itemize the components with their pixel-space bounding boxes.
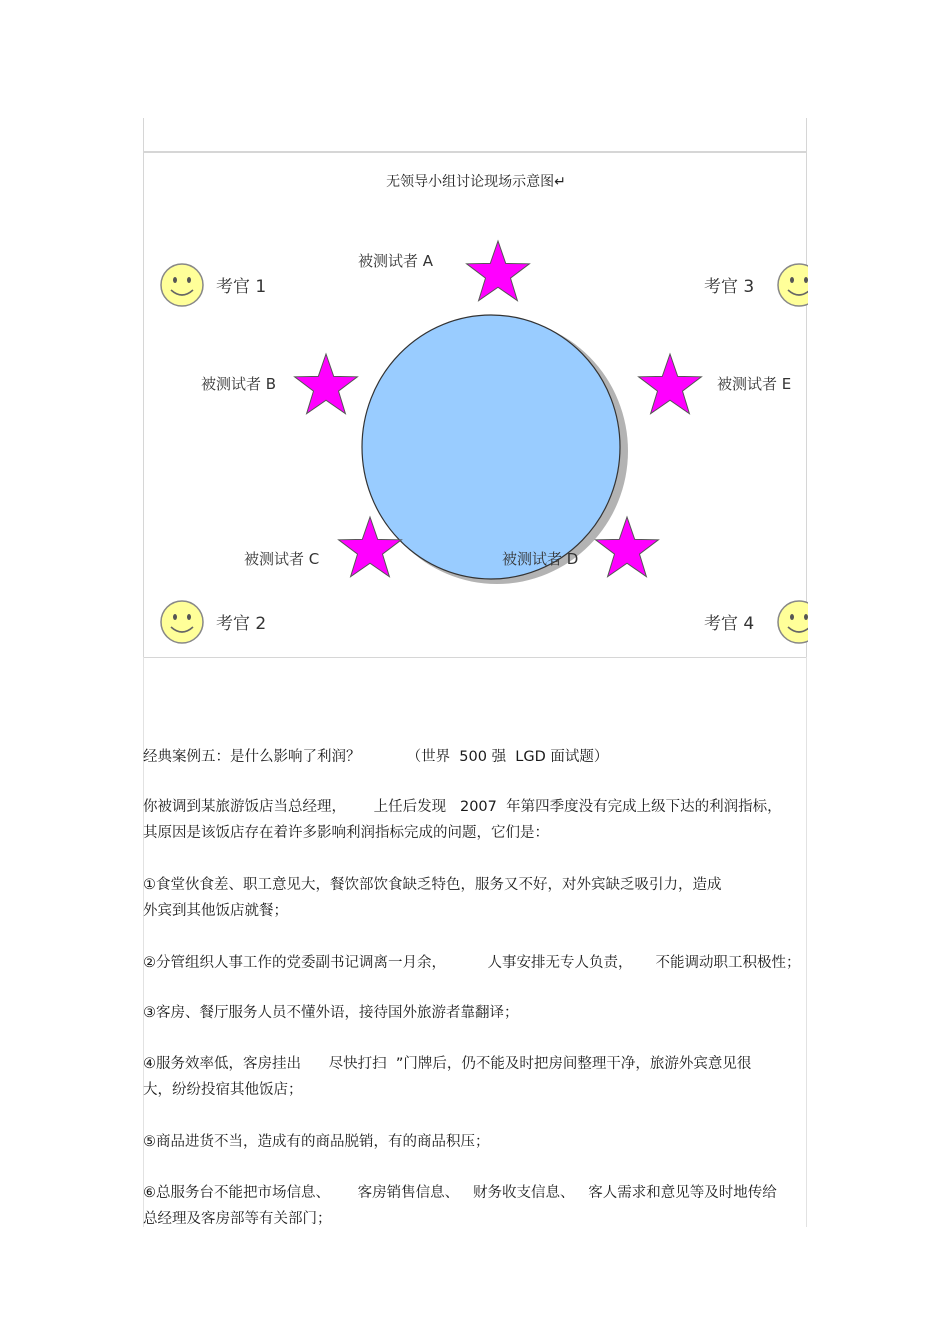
case-intro-line-1: 你被调到某旅游饭店当总经理， 上任后发现 2007 年第四季度没有完成上级下达的利润指标， bbox=[143, 799, 782, 815]
examiner-3-smiley-icon bbox=[778, 264, 808, 306]
candidate-b-label: 被测试者 B bbox=[201, 375, 277, 393]
examiner-1-smiley-icon bbox=[161, 264, 203, 306]
case-item-4-line-2: 大，纷纷投宿其他饭店； bbox=[143, 1082, 303, 1098]
candidate-c-label: 被测试者 C bbox=[244, 550, 320, 568]
case-item-1-line-1: ①食堂伙食差、职工意见大，餐饮部饮食缺乏特色，服务又不好，对外宾缺乏吸引力，造成 bbox=[143, 877, 722, 893]
case-intro-line-2: 其原因是该饭店存在着许多影响利润指标完成的问题，它们是： bbox=[143, 825, 549, 841]
case-item-3: ③客房、餐厅服务人员不懂外语，接待国外旅游者靠翻译； bbox=[143, 1005, 519, 1021]
candidate-e-label: 被测试者 E bbox=[717, 375, 792, 393]
diagram-canvas bbox=[144, 153, 808, 659]
candidate-d-label: 被测试者 D bbox=[502, 550, 579, 568]
case-item-6-line-2: 总经理及客房部等有关部门； bbox=[143, 1211, 332, 1227]
case-item-5: ⑤商品进货不当，造成有的商品脱销，有的商品积压； bbox=[143, 1134, 490, 1150]
examiner-3-label: 考官 3 bbox=[704, 277, 755, 297]
candidate-a-label: 被测试者 A bbox=[358, 252, 434, 270]
case-item-2: ②分管组织人事工作的党委副书记调离一月余， 人事安排无专人负责， 不能调动职工积极性； bbox=[143, 955, 801, 971]
candidate-a-star-icon bbox=[467, 241, 530, 301]
candidate-b-star-icon bbox=[295, 354, 358, 414]
examiner-2-label: 考官 2 bbox=[216, 614, 267, 634]
examiner-4-label: 考官 4 bbox=[704, 614, 755, 634]
case-item-6-line-1: ⑥总服务台不能把市场信息、 客房销售信息、 财务收支信息、 客人需求和意见等及时地传给 bbox=[143, 1185, 777, 1201]
examiner-2-smiley-icon bbox=[161, 601, 203, 643]
candidate-e-star-icon bbox=[639, 354, 702, 414]
case-item-1-line-2: 外宾到其他饭店就餐； bbox=[143, 903, 288, 919]
page-frame-top bbox=[143, 118, 807, 152]
examiner-4-smiley-icon bbox=[778, 601, 808, 643]
case-heading: 经典案例五：是什么影响了利润？ （世界 500 强 LGD 面试题） bbox=[143, 749, 609, 765]
case-item-4-line-1: ④服务效率低，客房挂出 尽快打扫 ”门牌后，仍不能及时把房间整理干净，旅游外宾意见很 bbox=[143, 1056, 752, 1072]
examiner-1-label: 考官 1 bbox=[216, 277, 267, 297]
discussion-diagram bbox=[143, 152, 807, 658]
diagram-title: 无领导小组讨论现场示意图↵ bbox=[386, 174, 566, 190]
